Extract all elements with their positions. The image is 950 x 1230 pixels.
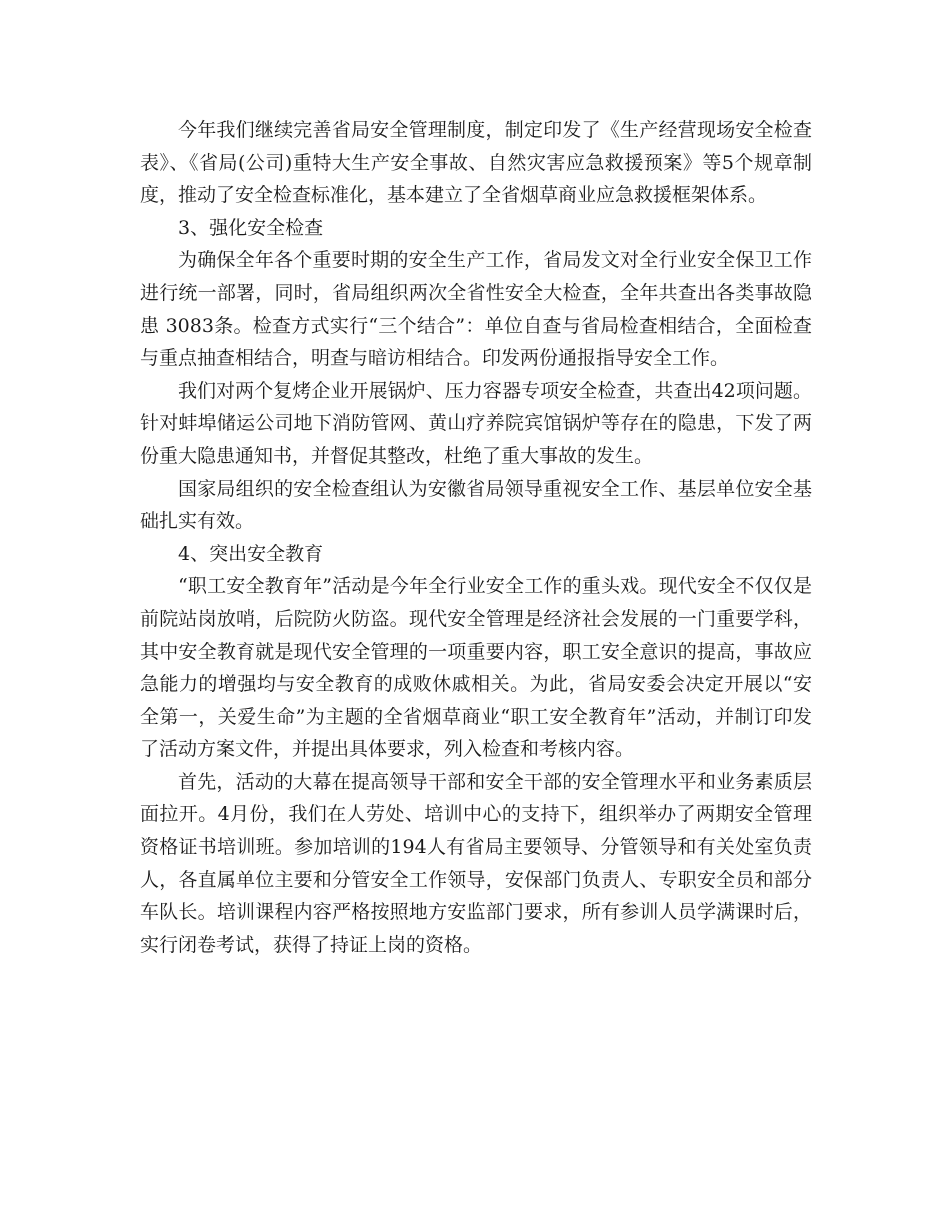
section-heading-inspection: 3、强化安全检查	[178, 216, 324, 239]
section-heading-education: 4、突出安全教育	[178, 542, 324, 565]
document-page	[140, 114, 812, 961]
paragraph-inspection-summary: 为确保全年各个重要时期的安全生产工作，省局发文对全行业安全保卫工作进行统一部署，同时，省局组织两次全省性安全大检查，全年共查出各类事故隐患 3083条。检查方式实行“三个结合”：单位自查与省局检查相结合，全面检查与重点抽查相结合，明查与暗访相结合。印发两份通报指导安全工作。	[140, 249, 812, 370]
paragraph-regulations: 今年我们继续完善省局安全管理制度，制定印发了《生产经营现场安全检查表》、《省局(公司)重特大生产安全事故、自然灾害应急救援预案》等5个规章制度，推动了安全检查标准化，基本建立了全省烟草商业应急救援框架体系。	[140, 119, 812, 207]
paragraph-national-assessment: 国家局组织的安全检查组认为安徽省局领导重视安全工作、基层单位安全基础扎实有效。	[140, 477, 812, 533]
paragraph-boiler-inspection: 我们对两个复烤企业开展锅炉、压力容器专项安全检查，共查出42项问题。针对蚌埠储运公司地下消防管网、黄山疗养院宾馆锅炉等存在的隐患，下发了两份重大隐患通知书，并督促其整改，杜绝了重大事故的发生。	[140, 379, 812, 467]
paragraph-education-year: “职工安全教育年”活动是今年全行业安全工作的重头戏。现代安全不仅仅是前院站岗放哨，后院防火防盗。现代安全管理是经济社会发展的一门重要学科，其中安全教育就是现代安全管理的一项重要内容，职工安全意识的提高，事故应急能力的增强均与安全教育的成败休戚相关。为此，省局安委会决定开展以“安全第一，关爱生命”为主题的全省烟草商业“职工安全教育年”活动，并制订印发了活动方案文件，并提出具体要求，列入检查和考核内容。	[140, 575, 812, 761]
paragraph-training: 首先，活动的大幕在提高领导干部和安全干部的安全管理水平和业务素质层面拉开。4月份，我们在人劳处、培训中心的支持下，组织举办了两期安全管理资格证书培训班。参加培训的194人有省局主要领导、分管领导和有关处室负责人，各直属单位主要和分管安全工作领导，安保部门负责人、专职安全员和部分车队长。培训课程内容严格按照地方安监部门要求，所有参训人员学满课时后，实行闭卷考试，获得了持证上岗的资格。	[140, 770, 812, 956]
